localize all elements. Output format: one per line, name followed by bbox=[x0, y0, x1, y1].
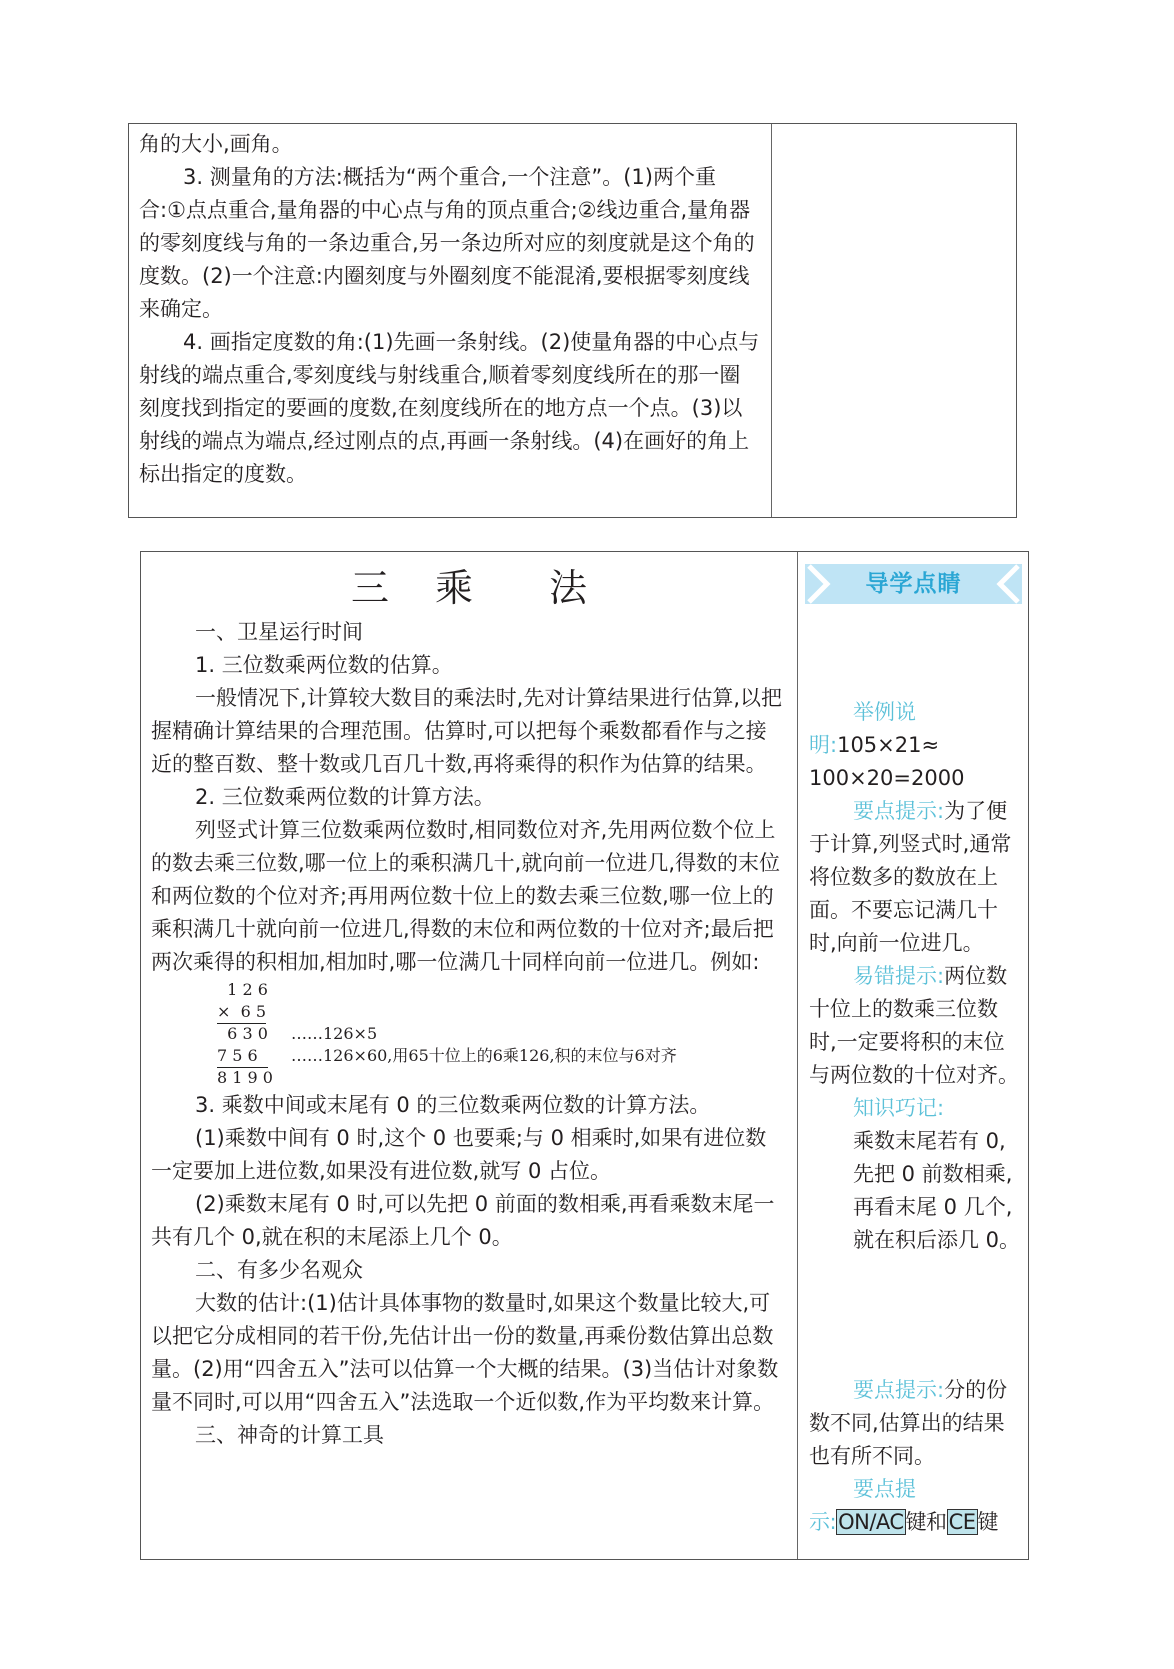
calc-row: × 6 5 bbox=[217, 1001, 266, 1024]
chapter-main-column bbox=[151, 560, 787, 1452]
paragraph: 3. 测量角的方法:概括为“两个重合,一个注意”。(1)两个重合:①点点重合,量角器的中心点与角的顶点重合;②线边重合,量角器的零刻度线与角的一条边重合,另一条边所对应的刻度就是这个角的度数。(2)一个注意:内圈刻度与外圈刻度不能混淆,要根据零刻度线来确定。 bbox=[139, 165, 755, 321]
paragraph: 大数的估计:(1)估计具体事物的数量时,如果这个数量比较大,可以把它分成相同的若干份,先估计出一份的数量,再乘份数估算出总数量。(2)用“四舍五入”法可以估算一个大概的结果。(3)当估计对象数量不同时,可以用“四舍五入”法选取一个近似数,作为平均数来计算。 bbox=[151, 1291, 779, 1414]
column-divider bbox=[797, 552, 798, 1559]
section-heading: 一、卫星运行时间 bbox=[195, 620, 363, 644]
top-main-column bbox=[139, 128, 761, 491]
column-divider bbox=[771, 124, 772, 517]
paragraph: 4. 画指定度数的角:(1)先画一条射线。(2)使量角器的中心点与射线的端点重合,零刻度线与射线重合,顺着零刻度线所在的那一圈刻度找到指定的要画的度数,在刻度线所在的地方点一个点。(3)以射线的端点为端点,经过刚点的点,再画一条射线。(4)在画好的角上标出指定的度数。 bbox=[139, 330, 760, 486]
mnemonic-line: 乘数末尾若有 0, bbox=[853, 1129, 1006, 1153]
note-example-text: 100×20=2000 bbox=[809, 766, 965, 790]
note-label: 要点提 bbox=[853, 1477, 916, 1501]
section-heading: 二、有多少名观众 bbox=[195, 1258, 363, 1282]
sidebar-notes bbox=[809, 696, 1021, 1257]
note-label: 要点提示: bbox=[853, 1378, 945, 1402]
paragraph: (1)乘数中间有 0 时,这个 0 也要乘;与 0 相乘时,如果有进位数一定要加上进位数,如果没有进位数,就写 0 占位。 bbox=[151, 1126, 767, 1183]
vertical-multiplication bbox=[217, 979, 787, 1089]
note-text: 105×21≈ bbox=[837, 733, 940, 757]
chevron-left-icon bbox=[992, 564, 1022, 604]
paragraph: 列竖式计算三位数乘两位数时,相同数位对齐,先用两位数个位上的数去乘三位数,哪一位上的乘积满几十,就向前一位进几,得数的末位和两位数的个位对齐;再用两位数十位上的数去乘三位数,哪一位上的乘积满几十就向前一位进几,得数的末位和两位数的十位对齐;最后把两次乘得的积相加,相加时,哪一位满几十同样向前一位进几。例如: bbox=[151, 818, 781, 974]
note-key-point bbox=[809, 795, 1021, 960]
note-example-text bbox=[809, 729, 1021, 762]
subsection-heading: 2. 三位数乘两位数的计算方法。 bbox=[195, 785, 495, 809]
calc-note: ……126×5 bbox=[291, 1024, 378, 1043]
note-label: 举例说 bbox=[853, 700, 916, 724]
mnemonic-line: 再看末尾 0 几个, bbox=[853, 1195, 1013, 1219]
paragraph: 一般情况下,计算较大数目的乘法时,先对计算结果进行估算,以把握精确计算结果的合理范围。估算时,可以把每个乘数都看作与之接近的整百数、整十数或几百几十数,再将乘得的积作为估算的结果。 bbox=[151, 686, 783, 776]
mnemonic-line: 先把 0 前数相乘, bbox=[853, 1162, 1013, 1186]
note-text: 分的份数不同,估算出的结果也有所不同。 bbox=[809, 1378, 1008, 1468]
title-char: 法 bbox=[549, 566, 588, 610]
sidebar-notes-lower bbox=[809, 1374, 1023, 1539]
calc-row: 6 3 0 bbox=[217, 1024, 268, 1043]
note-key-point bbox=[809, 1473, 1023, 1506]
section-heading: 三、神奇的计算工具 bbox=[195, 1423, 384, 1447]
note-text: 键和 bbox=[905, 1510, 947, 1534]
paragraph: 角的大小,画角。 bbox=[139, 132, 293, 156]
note-key-point bbox=[809, 1374, 1023, 1473]
note-text: 两位数十位上的数乘三位数时,一定要将积的末位与两位数的十位对齐。 bbox=[809, 964, 1019, 1087]
chapter-box bbox=[140, 551, 1029, 1560]
note-label: 知识巧记: bbox=[853, 1096, 945, 1120]
subsection-heading: 3. 乘数中间或末尾有 0 的三位数乘两位数的计算方法。 bbox=[195, 1093, 711, 1117]
calc-note: ……126×60,用65十位上的6乘126,积的末位与6对齐 bbox=[291, 1046, 677, 1065]
key-on-ac: ON/AC bbox=[838, 1510, 904, 1534]
chapter-title bbox=[151, 560, 787, 616]
title-char: 乘 bbox=[434, 566, 473, 610]
calc-row: 7 5 6 bbox=[217, 1045, 268, 1068]
calc-row: 8 1 9 0 bbox=[217, 1068, 273, 1087]
note-text: 键 bbox=[977, 1510, 998, 1534]
note-mnemonic bbox=[809, 1092, 1021, 1125]
sidebar-banner-title: 导学点睛 bbox=[865, 571, 962, 597]
note-label: 要点提示: bbox=[853, 799, 945, 823]
note-common-mistake bbox=[809, 960, 1021, 1092]
note-label: 示: bbox=[809, 1510, 837, 1534]
subsection-heading: 1. 三位数乘两位数的估算。 bbox=[195, 653, 453, 677]
calc-row: 1 2 6 bbox=[217, 980, 268, 999]
paragraph: (2)乘数末尾有 0 时,可以先把 0 前面的数相乘,再看乘数末尾一共有几个 0,就在积的末尾添上几个 0。 bbox=[151, 1192, 775, 1249]
key-ce: CE bbox=[948, 1510, 976, 1534]
note-text: 为了便于计算,列竖式时,通常将位数多的数放在上面。不要忘记满几十时,向前一位进几。 bbox=[809, 799, 1012, 955]
sidebar-banner bbox=[805, 564, 1022, 604]
sidebar-column bbox=[799, 552, 1028, 1557]
title-char: 三 bbox=[350, 566, 389, 610]
note-key-text bbox=[809, 1506, 1023, 1539]
note-label: 易错提示: bbox=[853, 964, 945, 988]
note-example bbox=[809, 696, 1021, 729]
note-label: 明: bbox=[809, 733, 838, 757]
mnemonic-line: 就在积后添几 0。 bbox=[853, 1228, 1021, 1252]
top-section-box bbox=[128, 123, 1017, 518]
